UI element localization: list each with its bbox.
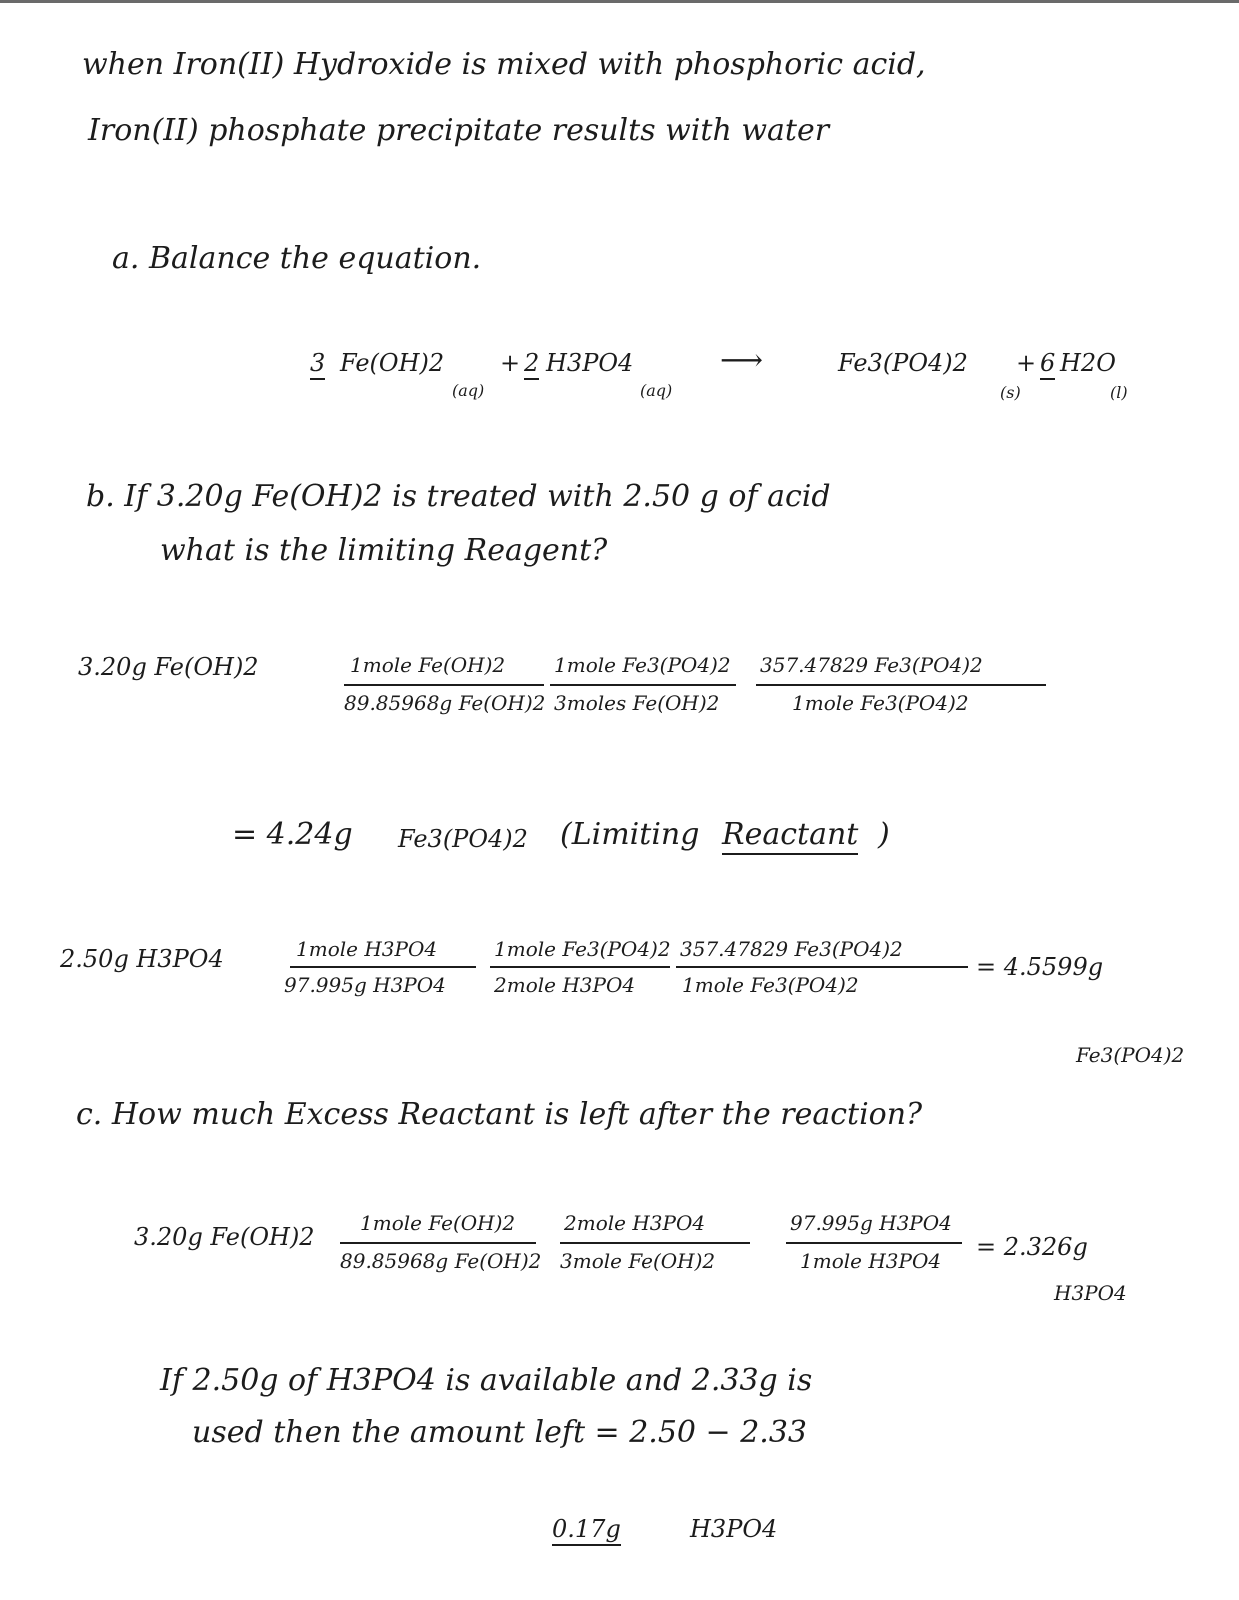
calc2-factor2-bar	[490, 966, 670, 968]
calc1-factor2-bar	[550, 684, 736, 686]
calc2-factor2-denominator: 2mole H3PO4	[494, 973, 636, 997]
calc2-result: = 4.5599g	[976, 953, 1104, 981]
result1-label-pre: (Limiting	[560, 817, 700, 852]
coef-h2o: 6	[1040, 350, 1055, 380]
calc1-factor1-numerator: 1mole Fe(OH)2	[350, 653, 506, 677]
calc3-factor3-denominator: 1mole H3PO4	[800, 1249, 942, 1273]
calc1-start: 3.20g Fe(OH)2	[78, 653, 259, 681]
calc2-result-unit: Fe3(PO4)2	[1076, 1043, 1185, 1067]
part-b-prompt-line-2: what is the limiting Reagent?	[160, 533, 608, 568]
calc3-result: = 2.326g	[976, 1233, 1088, 1261]
excess-final-line-1: If 2.50g of H3PO4 is available and 2.33g is	[160, 1363, 813, 1398]
plus-1: +	[500, 349, 521, 377]
final-value: 0.17g	[552, 1516, 621, 1546]
calc2-factor1-bar	[290, 966, 476, 968]
calc2-factor3-bar	[676, 966, 968, 968]
calc2-factor1-denominator: 97.995g H3PO4	[284, 973, 446, 997]
page-top-rule	[0, 0, 1239, 3]
calc1-factor3-numerator: 357.47829 Fe3(PO4)2	[760, 653, 983, 677]
calc3-result-unit: H3PO4	[1054, 1281, 1127, 1305]
calc3-factor3-bar	[786, 1242, 962, 1244]
calc2-factor1-numerator: 1mole H3PO4	[296, 937, 438, 961]
result1-label-post: )	[878, 817, 890, 852]
result1-formula: Fe3(PO4)2	[398, 825, 528, 853]
plus-2: +	[1016, 349, 1037, 377]
formula-h2o: H2O	[1060, 349, 1116, 377]
state-h3po4: (aq)	[640, 381, 673, 400]
intro-line-2: Iron(II) phosphate precipitate results with water	[88, 113, 830, 148]
calc1-factor1-denominator: 89.85968g Fe(OH)2	[344, 691, 546, 715]
formula-fe3po42: Fe3(PO4)2	[838, 349, 968, 377]
part-c-prompt: c. How much Excess Reactant is left after the reaction?	[76, 1097, 923, 1132]
result1-value: = 4.24g	[232, 817, 353, 852]
calc3-factor1-bar	[340, 1242, 536, 1244]
state-feoh: (aq)	[452, 381, 485, 400]
calc1-factor3-denominator: 1mole Fe3(PO4)2	[792, 691, 969, 715]
calc1-factor2-denominator: 3moles Fe(OH)2	[554, 691, 720, 715]
coef-h3po4: 2	[524, 350, 539, 380]
part-b-prompt-line-1: b. If 3.20g Fe(OH)2 is treated with 2.50 g of acid	[86, 479, 831, 514]
excess-final-line-2: used then the amount left = 2.50 − 2.33	[192, 1415, 808, 1450]
calc1-factor3-bar	[756, 684, 1046, 686]
calc2-factor3-denominator: 1mole Fe3(PO4)2	[682, 973, 859, 997]
calc2-factor2-numerator: 1mole Fe3(PO4)2	[494, 937, 671, 961]
calc1-factor2-numerator: 1mole Fe3(PO4)2	[554, 653, 731, 677]
calc2-start: 2.50g H3PO4	[60, 945, 224, 973]
calc3-factor2-bar	[560, 1242, 750, 1244]
calc3-factor1-denominator: 89.85968g Fe(OH)2	[340, 1249, 542, 1273]
calc3-factor3-numerator: 97.995g H3PO4	[790, 1211, 952, 1235]
calc2-factor3-numerator: 357.47829 Fe3(PO4)2	[680, 937, 903, 961]
state-h2o: (l)	[1110, 383, 1128, 402]
intro-line-1: when Iron(II) Hydroxide is mixed with phosphoric acid,	[82, 47, 926, 82]
state-fe3po42: (s)	[1000, 383, 1021, 402]
calc3-factor2-numerator: 2mole H3PO4	[564, 1211, 706, 1235]
formula-h3po4: H3PO4	[546, 349, 634, 377]
calc3-factor1-numerator: 1mole Fe(OH)2	[360, 1211, 516, 1235]
calc1-factor1-bar	[344, 684, 544, 686]
calc3-start: 3.20g Fe(OH)2	[134, 1223, 315, 1251]
coef-feoh: 3	[310, 350, 325, 380]
result1-label-underlined: Reactant	[722, 818, 858, 855]
formula-feoh: Fe(OH)2	[340, 349, 445, 377]
calc3-factor2-denominator: 3mole Fe(OH)2	[560, 1249, 716, 1273]
part-a-prompt: a. Balance the equation.	[112, 241, 482, 276]
reaction-arrow: ⟶	[720, 343, 764, 378]
final-unit: H3PO4	[690, 1515, 778, 1543]
